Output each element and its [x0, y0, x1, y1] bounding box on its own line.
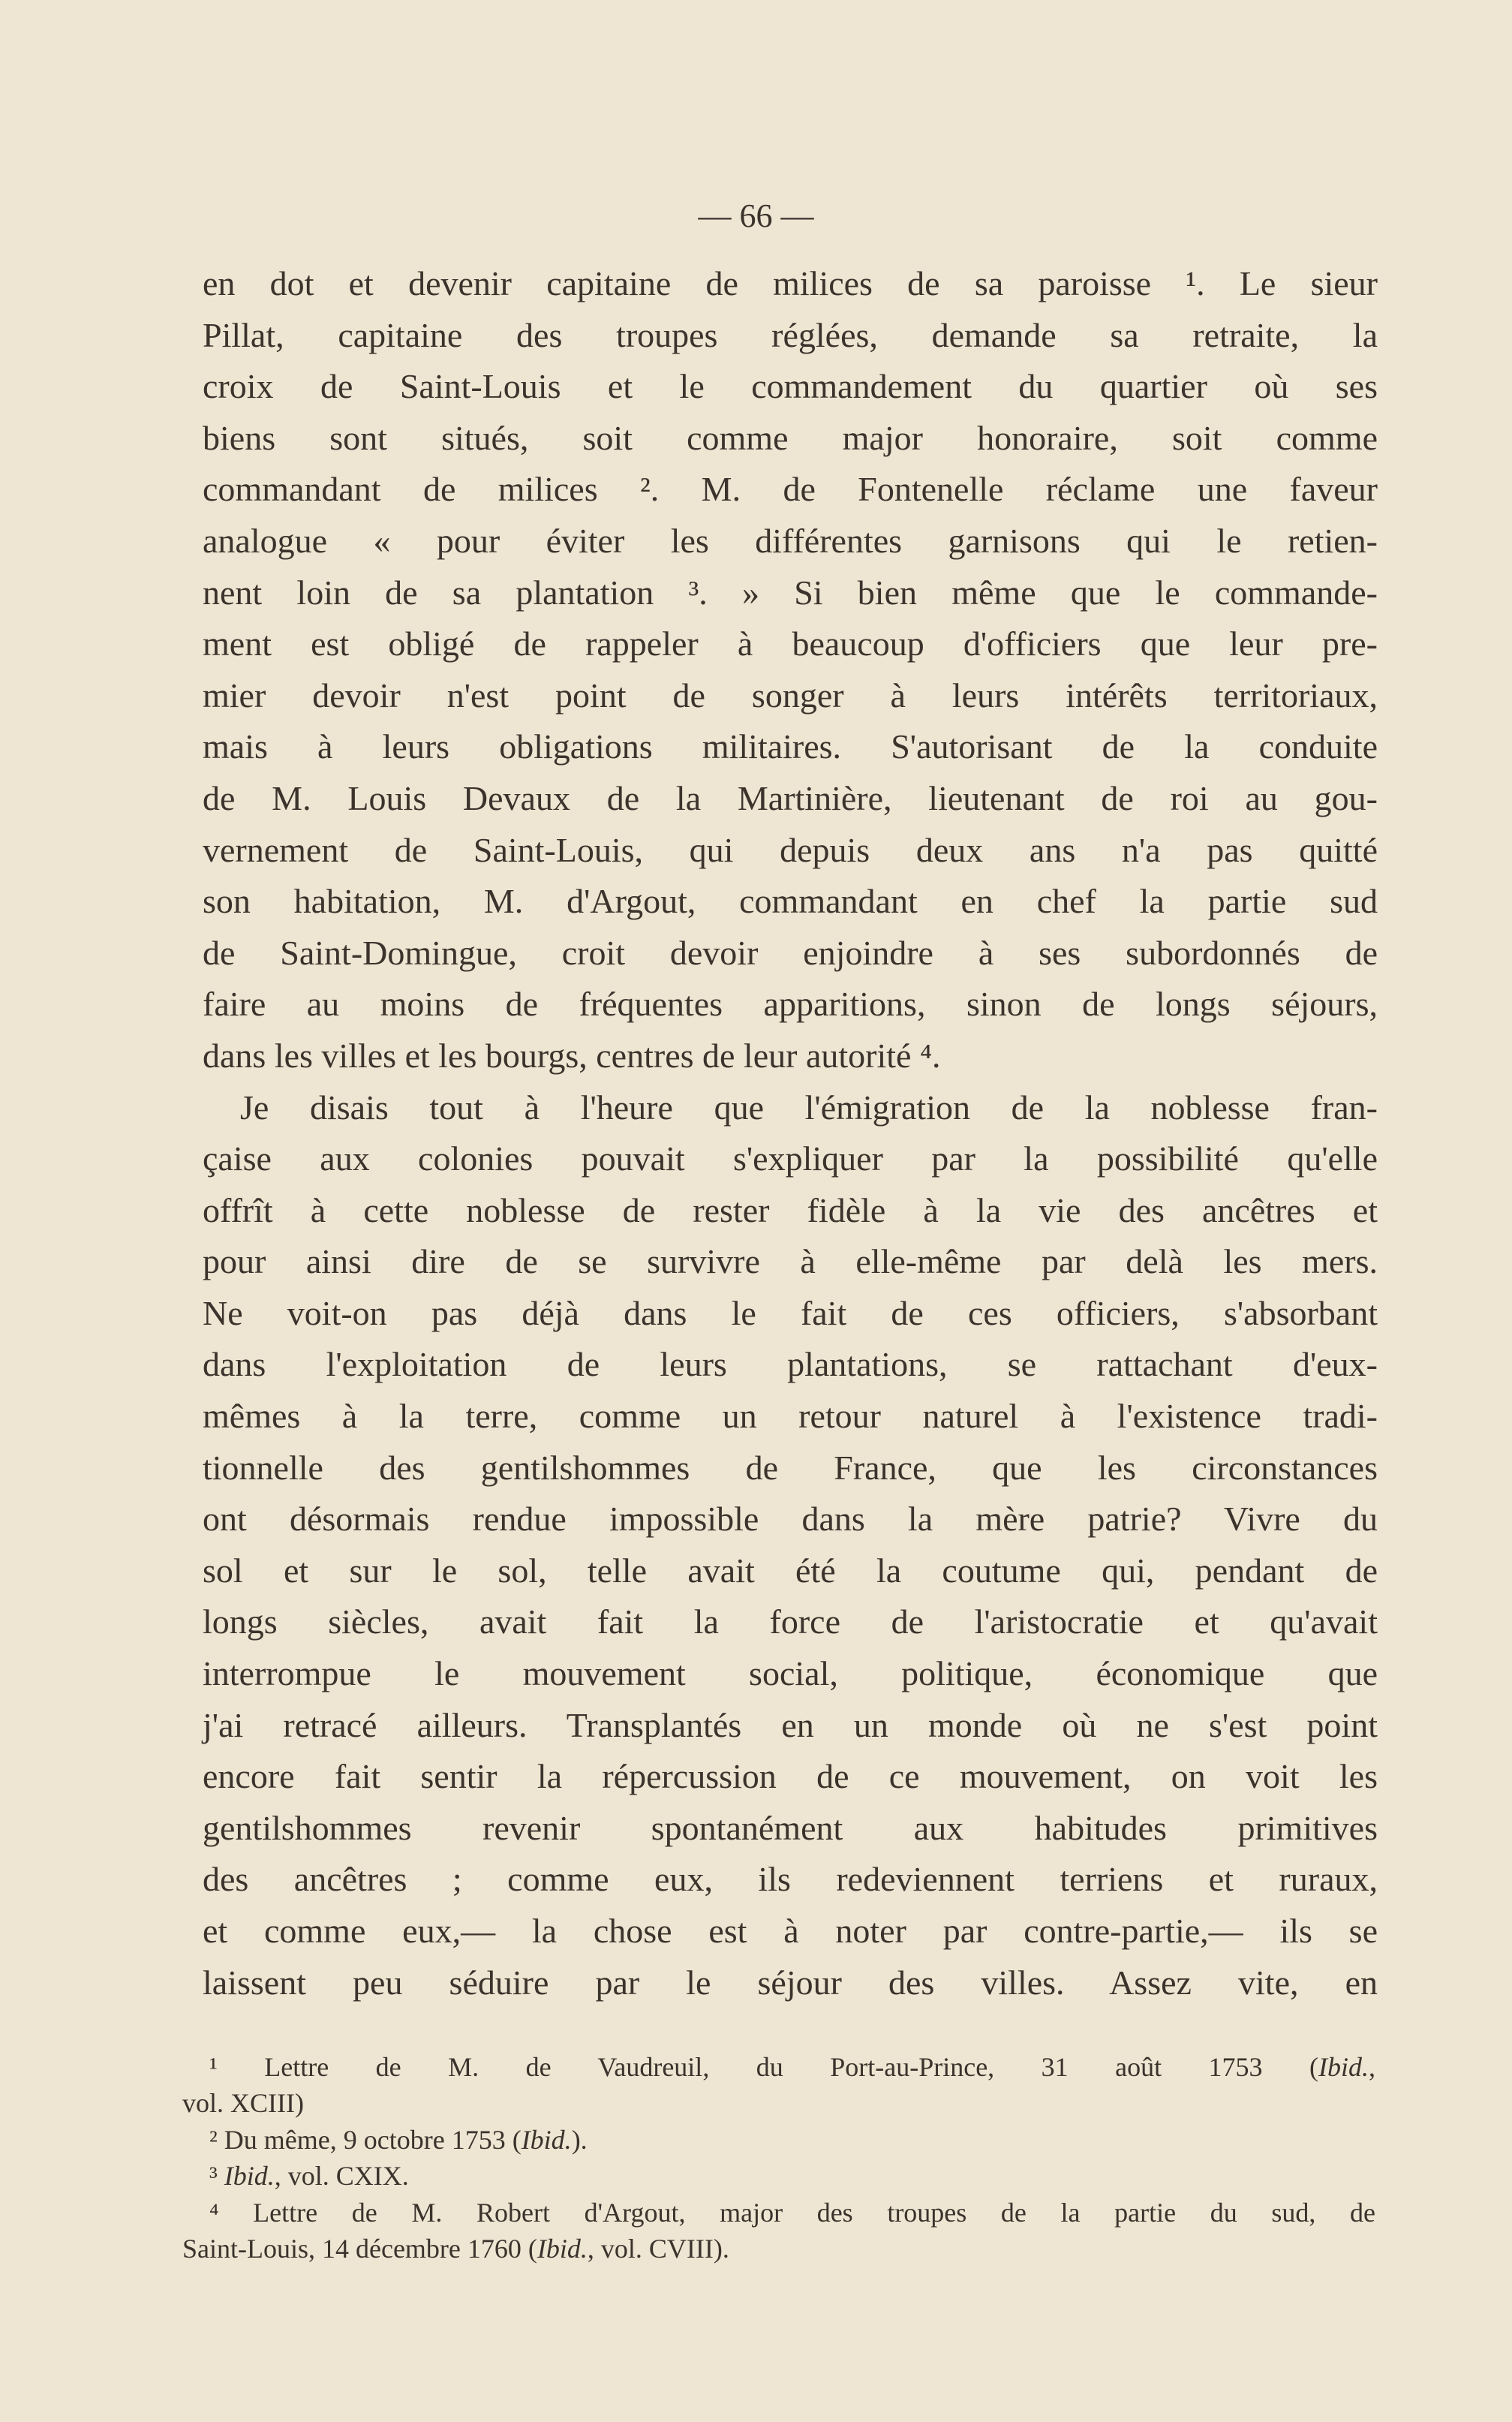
text-line: son habitation, M. d'Argout, commandant en chef la partie sud: [203, 882, 1378, 921]
text-line: sol et sur le sol, telle avait été la coutume qui, pendant de: [203, 1551, 1378, 1590]
paragraph: [203, 1082, 1378, 2009]
footnote-line: [182, 2122, 1375, 2158]
text-line: biens sont situés, soit comme major honoraire, soit comme: [203, 418, 1378, 457]
text-line: ment est obligé de rappeler à beaucoup d'officiers que leur pre-: [203, 624, 1378, 663]
text-line: encore fait sentir la répercussion de ce mouvement, on voit les: [203, 1757, 1378, 1796]
text-line: vernement de Saint-Louis, qui depuis deux ans n'a pas quitté: [203, 830, 1378, 869]
text-line: mêmes à la terre, comme un retour naturel à l'existence tradi-: [203, 1397, 1378, 1436]
footnote: [182, 2122, 1375, 2158]
footnote: [182, 2049, 1375, 2122]
page-number: — 66 —: [698, 197, 814, 234]
footnote-citation-italic: Ibid.: [224, 2161, 275, 2192]
footnote-line: [182, 2085, 1375, 2121]
text-line: dans l'exploitation de leurs plantations, se rattachant d'eux-: [203, 1345, 1378, 1384]
footnote-line: [182, 2049, 1375, 2085]
text-line: des ancêtres ; comme eux, ils redeviennent terriens et ruraux,: [203, 1860, 1378, 1899]
footnote-text: ¹ Lettre de M. de Vaudreuil, du Port-au-Prince, 31 août 1753 (: [209, 2052, 1318, 2082]
text-line: Ne voit-on pas déjà dans le fait de ces officiers, s'absorbant: [203, 1293, 1378, 1332]
text-line: interrompue le mouvement social, politique, économique que: [203, 1654, 1378, 1693]
text-line: commandant de milices ². M. de Fontenelle réclame une faveur: [203, 470, 1378, 509]
footnote-text: , vol. CVIII).: [587, 2233, 729, 2264]
text-line: j'ai retracé ailleurs. Transplantés en un monde où ne s'est point: [203, 1705, 1378, 1744]
footnotes: [182, 2049, 1375, 2267]
text-line: et comme eux,— la chose est à noter par contre-partie,— ils se: [203, 1912, 1378, 1950]
text-line: gentilshommes revenir spontanément aux habitudes primitives: [203, 1808, 1378, 1847]
text-line: çaise aux colonies pouvait s'expliquer par la possibilité qu'elle: [203, 1139, 1378, 1178]
footnote-text: ³: [209, 2161, 224, 2192]
text-line: laissent peu séduire par le séjour des villes. Assez vite, en: [203, 1963, 1378, 2002]
footnote-line: [182, 2195, 1375, 2231]
text-line: ont désormais rendue impossible dans la mère patrie? Vivre du: [203, 1500, 1378, 1539]
footnote-text: , vol. CXIX.: [274, 2161, 409, 2192]
footnote-text: ² Du même, 9 octobre 1753 (: [209, 2124, 522, 2155]
footnote-citation-italic: Ibid.: [521, 2124, 572, 2155]
text-line: faire au moins de fréquentes apparitions, sinon de longs séjours,: [203, 985, 1378, 1024]
text-line: croix de Saint-Louis et le commandement du quartier où ses: [203, 367, 1378, 406]
text-line: mais à leurs obligations militaires. S'autorisant de la conduite: [203, 727, 1378, 766]
footnote-text: ,: [1369, 2052, 1375, 2082]
footnote-line: [182, 2231, 1375, 2267]
text-line: dans les villes et les bourgs, centres de leur autorité ⁴.: [203, 1036, 941, 1075]
footnote-citation-italic: Ibid.: [537, 2233, 588, 2264]
footnote-line: [182, 2158, 1375, 2194]
footnote: [182, 2158, 1375, 2194]
text-line: mier devoir n'est point de songer à leurs intérêts territoriaux,: [203, 675, 1378, 715]
text-line: nent loin de sa plantation ³. » Si bien même que le commande-: [203, 573, 1378, 612]
paragraph: [203, 258, 1378, 1082]
text-line: de Saint-Domingue, croit devoir enjoindre à ses subordonnés de: [203, 933, 1378, 972]
footnote-text: vol. XCIII): [182, 2088, 304, 2119]
text-line: en dot et devenir capitaine de milices de sa paroisse ¹. Le sieur: [203, 264, 1378, 302]
text-line: offrît à cette noblesse de rester fidèle à la vie des ancêtres et: [203, 1190, 1378, 1229]
footnote: [182, 2195, 1375, 2267]
text-line: tionnelle des gentilshommes de France, que les circonstances: [203, 1448, 1378, 1487]
footnote-citation-italic: Ibid.: [1318, 2052, 1369, 2082]
footnote-text: ).: [571, 2124, 588, 2155]
text-line: Je disais tout à l'heure que l'émigration de la noblesse fran-: [240, 1088, 1378, 1127]
text-line: pour ainsi dire de se survivre à elle-même par delà les mers.: [203, 1242, 1378, 1281]
text-line: analogue « pour éviter les différentes garnisons qui le retien-: [203, 521, 1378, 560]
body-text: [203, 258, 1378, 2008]
text-line: de M. Louis Devaux de la Martinière, lieutenant de roi au gou-: [203, 778, 1378, 817]
text-line: longs siècles, avait fait la force de l'aristocratie et qu'avait: [203, 1602, 1378, 1641]
text-line: Pillat, capitaine des troupes réglées, demande sa retraite, la: [203, 315, 1378, 354]
footnote-text: ⁴ Lettre de M. Robert d'Argout, major des troupes de la partie du sud, de: [209, 2197, 1375, 2228]
footnote-text: Saint-Louis, 14 décembre 1760 (: [182, 2233, 537, 2264]
